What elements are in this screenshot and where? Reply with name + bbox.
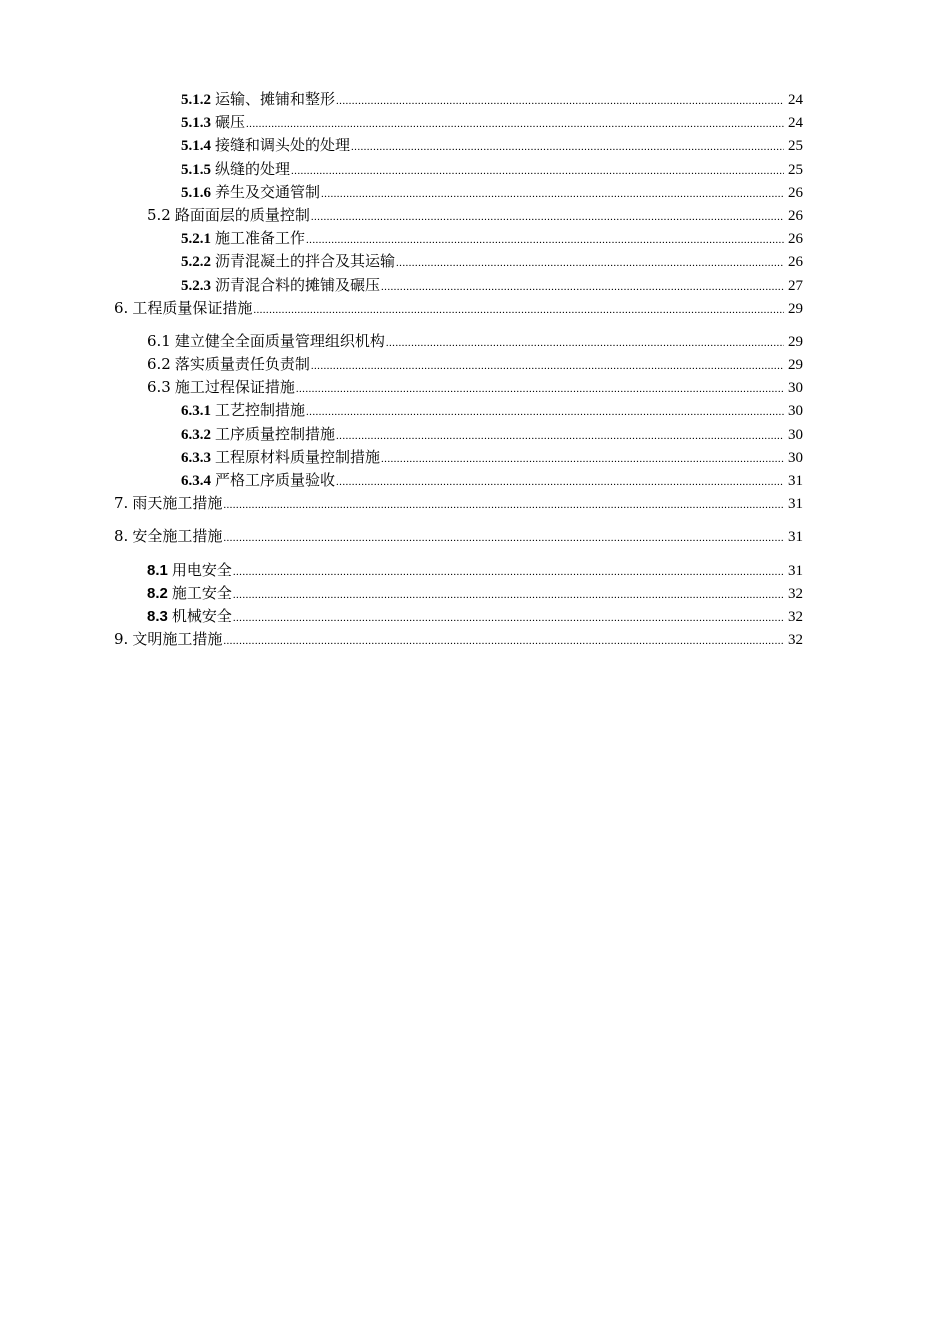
toc-entry-page: 30 [788, 449, 803, 466]
dot-leader [311, 355, 784, 378]
toc-entry-page: 30 [788, 403, 803, 420]
dot-leader [396, 252, 784, 275]
toc-entry-5-2-2[interactable] [0, 250, 950, 273]
toc-entry-title: 用电安全 [171, 560, 232, 579]
toc-entry-8-3[interactable] [0, 605, 950, 628]
toc-entry-title: 工序质量控制措施 [215, 424, 336, 443]
toc-entry-page: 26 [788, 231, 803, 248]
toc-entry-number: 6.3 [147, 378, 171, 397]
toc-entry-title: 施工过程保证措施 [174, 378, 295, 397]
dot-leader [381, 276, 784, 299]
toc-entry-number: 5.1.6 [181, 184, 211, 201]
toc-entry-5-1-2[interactable] [0, 88, 950, 111]
dot-leader [336, 425, 784, 448]
toc-entry-title: 碾压 [215, 113, 246, 132]
toc-entry-page: 25 [788, 161, 803, 178]
dot-leader [336, 471, 784, 494]
toc-entry-title: 工程质量保证措施 [132, 298, 253, 317]
dot-leader [386, 332, 784, 355]
toc-entry-number: 8.2 [147, 584, 168, 602]
table-of-contents [0, 88, 950, 651]
toc-entry-page: 24 [788, 115, 803, 132]
toc-entry-6-1[interactable] [0, 330, 950, 353]
dot-leader [306, 401, 784, 424]
toc-entry-title: 施工安全 [171, 583, 232, 602]
dot-leader [311, 206, 784, 229]
toc-entry-title: 工程原材料质量控制措施 [215, 447, 381, 466]
toc-entry-number: 6.2 [147, 355, 171, 374]
toc-entry-5-2-1[interactable] [0, 227, 950, 250]
toc-entry-title: 路面面层的质量控制 [174, 205, 310, 224]
toc-entry-5-1-5[interactable] [0, 158, 950, 181]
toc-entry-6[interactable] [0, 297, 950, 320]
dot-leader [246, 113, 784, 136]
toc-entry-8-2[interactable] [0, 582, 950, 605]
toc-entry-number: 5.1.3 [181, 115, 211, 132]
toc-entry-page: 25 [788, 138, 803, 155]
toc-entry-title: 沥青混凝土的拌合及其运输 [215, 252, 396, 271]
toc-entry-title: 严格工序质量验收 [215, 471, 336, 489]
toc-entry-number: 6. [114, 298, 129, 317]
toc-entry-number: 5.2.1 [181, 231, 211, 248]
toc-entry-9[interactable] [0, 628, 950, 651]
toc-entry-6-3-1[interactable] [0, 399, 950, 422]
toc-entry-title: 工艺控制措施 [215, 401, 306, 420]
toc-entry-page: 32 [788, 632, 803, 649]
dot-leader [223, 527, 784, 550]
dot-leader [223, 630, 784, 653]
dot-leader [233, 584, 784, 607]
toc-entry-number: 5.2 [147, 205, 171, 224]
toc-entry-number: 6.3.4 [181, 473, 211, 489]
toc-entry-6-3-2[interactable] [0, 423, 950, 446]
dot-leader [351, 136, 784, 159]
toc-entry-page: 29 [788, 300, 803, 317]
toc-entry-title: 安全施工措施 [132, 527, 223, 546]
toc-entry-number: 8.1 [147, 561, 168, 579]
toc-entry-number: 9. [114, 630, 129, 649]
toc-entry-page: 26 [788, 254, 803, 271]
toc-entry-page: 32 [788, 585, 803, 602]
dot-leader [233, 607, 784, 630]
toc-entry-5-2[interactable] [0, 204, 950, 227]
toc-entry-number: 5.1.5 [181, 161, 211, 178]
toc-entry-5-2-3[interactable] [0, 274, 950, 297]
toc-entry-page: 29 [788, 357, 803, 374]
toc-entry-number: 5.2.2 [181, 254, 211, 271]
toc-entry-page: 27 [788, 277, 803, 294]
toc-entry-title: 养生及交通管制 [215, 182, 321, 201]
toc-entry-5-1-6[interactable] [0, 181, 950, 204]
dot-leader [336, 90, 784, 113]
toc-entry-page: 30 [788, 426, 803, 443]
dot-leader [321, 183, 784, 206]
toc-entry-number: 6.3.3 [181, 449, 211, 466]
toc-entry-7[interactable] [0, 492, 950, 515]
toc-entry-8-1[interactable] [0, 559, 950, 582]
toc-entry-8[interactable] [0, 525, 950, 548]
toc-entry-title: 接缝和调头处的处理 [215, 136, 351, 155]
toc-entry-page: 31 [788, 473, 803, 489]
toc-entry-number: 5.1.2 [181, 92, 211, 108]
toc-entry-page: 31 [788, 529, 803, 546]
toc-entry-title: 纵缝的处理 [215, 159, 291, 178]
toc-entry-title: 运输、摊铺和整形 [215, 90, 336, 108]
toc-entry-number: 5.1.4 [181, 138, 211, 155]
toc-entry-title: 沥青混合料的摊铺及碾压 [215, 275, 381, 294]
dot-leader [381, 448, 784, 471]
toc-entry-title: 机械安全 [171, 606, 232, 625]
toc-entry-page: 31 [788, 496, 803, 513]
toc-entry-6-3-3[interactable] [0, 446, 950, 469]
dot-leader [233, 561, 784, 584]
toc-entry-title: 建立健全全面质量管理组织机构 [174, 331, 385, 350]
dot-leader [253, 299, 784, 322]
toc-entry-number: 5.2.3 [181, 277, 211, 294]
toc-entry-title: 落实质量责任负责制 [174, 355, 310, 374]
toc-entry-page: 32 [788, 608, 803, 625]
dot-leader [296, 378, 784, 401]
toc-entry-number: 8.3 [147, 607, 168, 625]
toc-entry-title: 施工准备工作 [215, 229, 306, 248]
toc-entry-number: 6.3.2 [181, 426, 211, 443]
toc-entry-number: 6.3.1 [181, 403, 211, 420]
dot-leader [223, 494, 784, 517]
toc-entry-page: 30 [788, 380, 803, 397]
toc-entry-number: 6.1 [147, 331, 171, 350]
toc-entry-6-3-4[interactable] [0, 469, 950, 492]
dot-leader [291, 160, 784, 183]
dot-leader [306, 229, 784, 252]
toc-entry-5-1-3[interactable] [0, 111, 950, 134]
toc-entry-6-2[interactable] [0, 353, 950, 376]
toc-entry-page: 24 [788, 92, 803, 108]
toc-entry-6-3[interactable] [0, 376, 950, 399]
toc-entry-title: 文明施工措施 [132, 630, 223, 649]
toc-entry-page: 26 [788, 184, 803, 201]
toc-entry-title: 雨天施工措施 [132, 494, 223, 513]
toc-entry-page: 29 [788, 333, 803, 350]
toc-entry-number: 8. [114, 527, 129, 546]
toc-entry-page: 31 [788, 562, 803, 579]
toc-entry-number: 7. [114, 494, 129, 513]
toc-entry-5-1-4[interactable] [0, 134, 950, 157]
toc-entry-page: 26 [788, 207, 803, 224]
